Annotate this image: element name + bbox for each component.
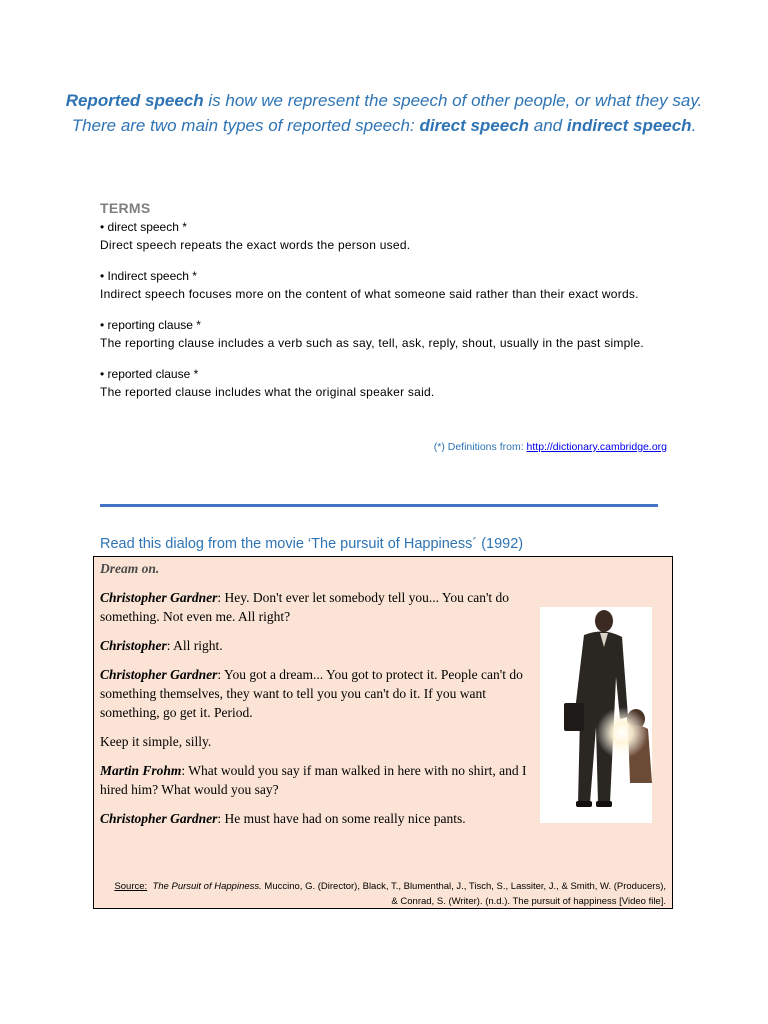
dialog-line (100, 636, 540, 655)
terms-list (100, 219, 680, 415)
footnote-text: (*) Definitions from: (433, 441, 527, 453)
line-text: : Hey. Don't ever let somebody tell you... You can't do something. Not even me. All right? (100, 590, 509, 624)
dialog-line (100, 588, 540, 626)
dialog-title: Dream on. (100, 561, 160, 576)
section-divider (100, 504, 658, 507)
term-name: • direct speech * (100, 220, 187, 234)
dialog-line (100, 665, 540, 722)
source-details: Muccino, G. (Director), Black, T., Blumenthal, J., Tisch, S., Lassiter, J., & Smith, W. (Producers), & Conrad, S. (Writer). (n.d.). The pursuit of happiness [Video file]. (261, 881, 666, 907)
dialog-text (100, 559, 540, 838)
speaker-name: Christopher Gardner (100, 667, 218, 682)
term-name: • Indirect speech * (100, 269, 197, 283)
intro-text: . (691, 116, 697, 135)
term-item (100, 219, 680, 254)
dialog-line (100, 732, 540, 751)
speaker-name: Christopher Gardner (100, 590, 218, 605)
intro-text: is how we represent the speech of other people, or what they say. There are two main types of reported speech: (71, 91, 703, 135)
intro-term-indirect-speech: indirect speech (566, 116, 692, 135)
line-text: : What would you say if man walked in here with no shirt, and I hired him? What would you say? (100, 763, 527, 797)
movie-still-illustration (540, 607, 652, 823)
intro-term-direct-speech: direct speech (419, 116, 530, 135)
line-text: Keep it simple, silly. (100, 734, 212, 749)
speaker-name: Martin Frohm (100, 763, 182, 778)
term-definition: The reporting clause includes a verb such as say, tell, ask, reply, shout, usually in the past simple. (100, 336, 644, 350)
intro-term-reported-speech: Reported speech (65, 91, 204, 110)
source-label: Source: (114, 881, 148, 892)
line-text: : He must have had on some really nice pants. (217, 811, 466, 826)
term-item (100, 317, 680, 352)
term-definition: Indirect speech focuses more on the content of what someone said rather than their exact words. (100, 287, 639, 301)
term-item (100, 268, 680, 303)
terms-heading: TERMS (100, 200, 151, 216)
line-text: : All right. (166, 638, 223, 653)
source-citation (106, 879, 666, 909)
intro-paragraph (60, 88, 708, 138)
definitions-footnote (300, 441, 667, 453)
term-item (100, 366, 680, 401)
dialog-line (100, 761, 540, 799)
intro-text: and (529, 116, 567, 135)
line-text: : You got a dream... You got to protect it. People can't do something themselves, they want to tell you you can't do it. If you want something, go get it. Period. (100, 667, 523, 720)
dialog-box (93, 556, 673, 909)
term-name: • reported clause * (100, 367, 199, 381)
dictionary-link[interactable]: http://dictionary.cambridge.org (526, 441, 667, 453)
movie-still-image (540, 607, 652, 823)
term-definition: The reported clause includes what the original speaker said. (100, 385, 435, 399)
term-definition: Direct speech repeats the exact words the person used. (100, 238, 411, 252)
speaker-name: Christopher Gardner (100, 811, 218, 826)
speaker-name: Christopher (100, 638, 167, 653)
term-name: • reporting clause * (100, 318, 201, 332)
source-title: The Pursuit of Happiness. (152, 881, 262, 892)
dialog-heading: Read this dialog from the movie ‘The pursuit of Happiness´ (1992) (100, 536, 524, 552)
dialog-line (100, 809, 540, 828)
